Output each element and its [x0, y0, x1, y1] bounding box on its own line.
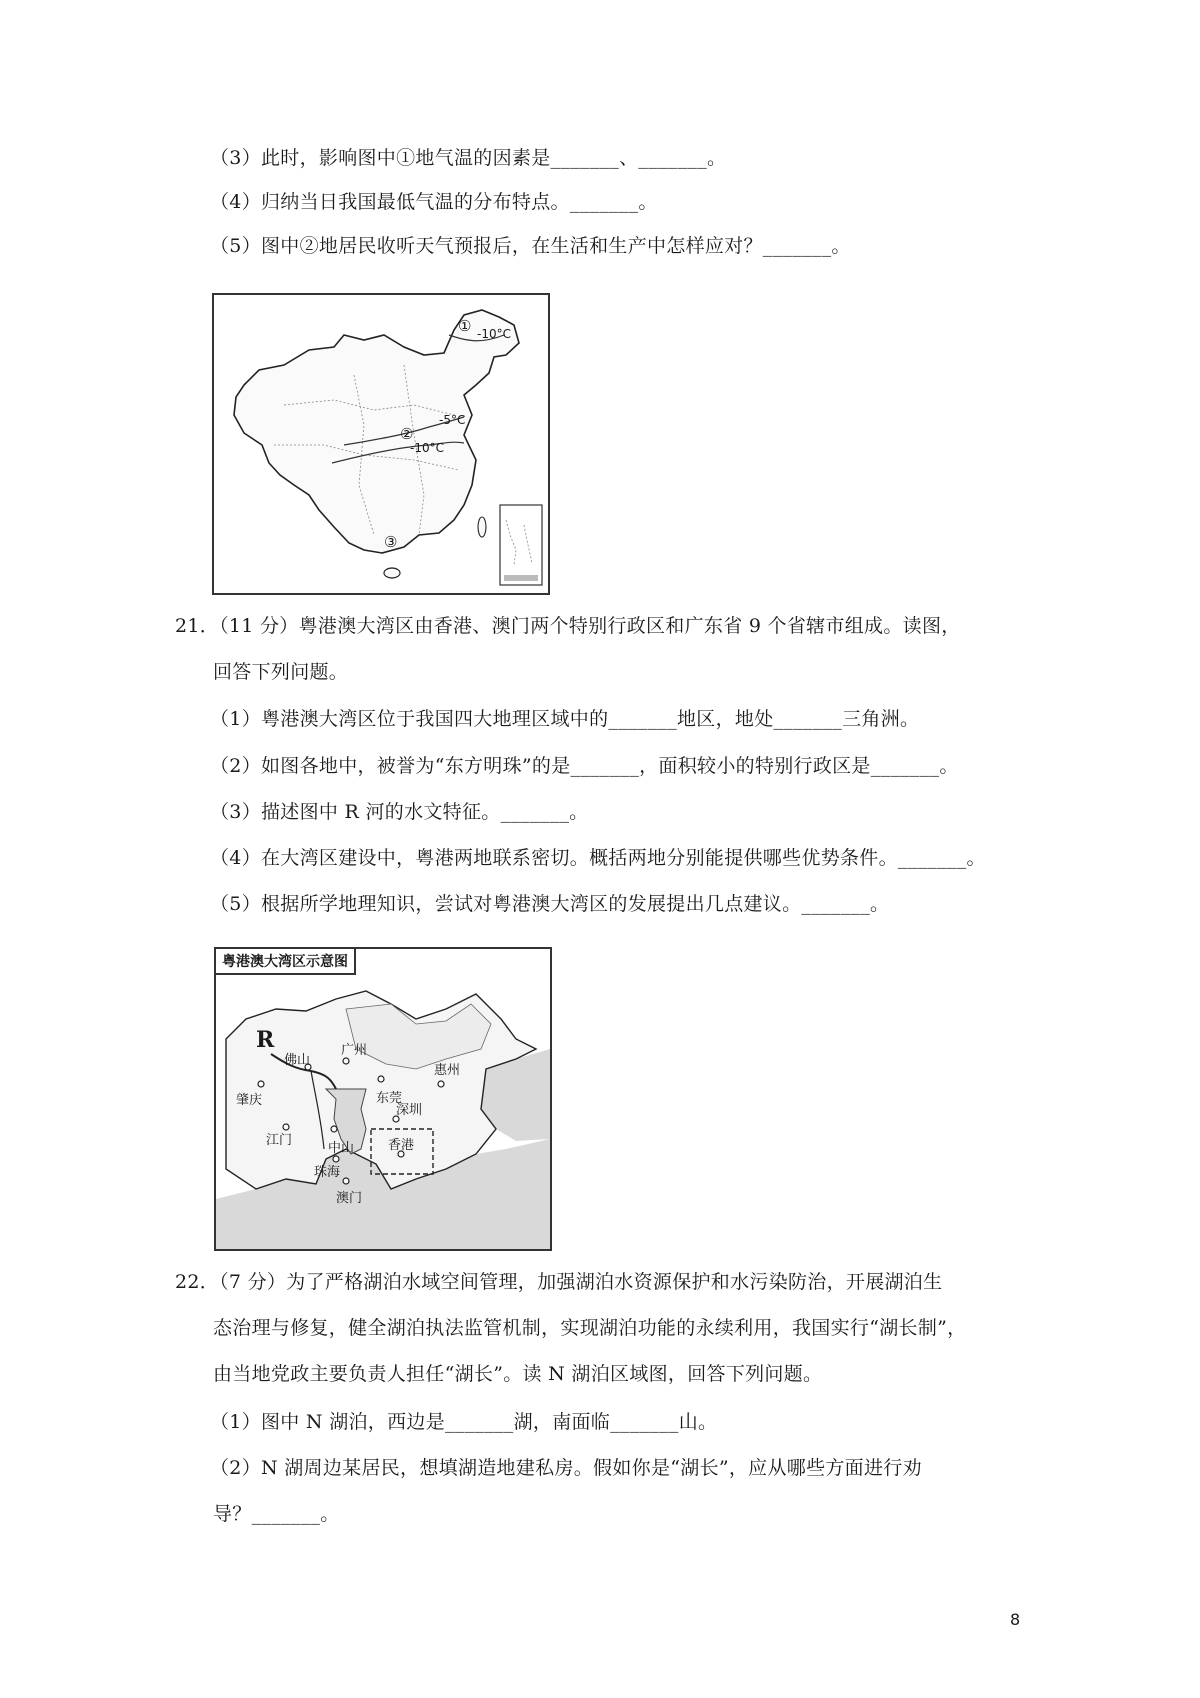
q20-sub4: （4）归纳当日我国最低气温的分布特点。_______。 [210, 191, 658, 213]
city-huizhou: 惠州 [434, 1063, 461, 1078]
map-marker-3: ③ [384, 533, 398, 551]
q22-stem-line2: 态治理与修复，健全湖泊执法监管机制，实现湖泊功能的永续利用，我国实行“湖长制”， [213, 1317, 967, 1339]
q21-sub3: （3）描述图中 R 河的水文特征。_______。 [210, 801, 589, 823]
map-marker-1: ① [458, 317, 472, 335]
q21-sub1: （1）粤港澳大湾区位于我国四大地理区域中的_______地区，地处_______三角洲。 [210, 708, 920, 730]
city-macau: 澳门 [336, 1191, 363, 1206]
isotherm-label-minus5: -5°C [439, 413, 466, 427]
city-zhongshan: 中山 [328, 1141, 355, 1156]
map-marker-2: ② [400, 425, 414, 443]
city-dongguan: 东莞 [376, 1091, 403, 1106]
city-foshan: 佛山 [284, 1053, 311, 1068]
gba-map-title: 粤港澳大湾区示意图 [216, 949, 356, 975]
city-shenzhen: 深圳 [396, 1103, 423, 1118]
q21-sub5: （5）根据所学地理知识，尝试对粤港澳大湾区的发展提出几点建议。_______。 [210, 893, 890, 915]
q21-stem-line2: 回答下列问题。 [213, 661, 349, 683]
q22-stem-line1: 22．（7 分）为了严格湖泊水域空间管理，加强湖泊水资源保护和水污染防治，开展湖泊生 [175, 1271, 943, 1293]
isotherm-label-north: -10°C [477, 327, 511, 341]
greater-bay-area-map [214, 947, 552, 1251]
q22-stem-line3: 由当地党政主要负责人担任“湖长”。读 N 湖泊区域图，回答下列问题。 [213, 1363, 823, 1385]
q21-sub4: （4）在大湾区建设中，粤港两地联系密切。概括两地分别能提供哪些优势条件。_______。 [210, 847, 986, 869]
river-r-label: R [256, 1027, 275, 1053]
q22-sub1: （1）图中 N 湖泊，西边是_______湖，南面临_______山。 [210, 1411, 718, 1433]
page-number: 8 [1010, 1610, 1021, 1629]
q21-sub2: （2）如图各地中，被誉为“东方明珠”的是_______，面积较小的特别行政区是_______。 [210, 755, 959, 777]
south-china-sea-inset [500, 505, 542, 585]
q22-sub2-line2: 导？_______。 [213, 1503, 340, 1525]
city-hongkong: 香港 [388, 1138, 415, 1153]
city-zhuhai: 珠海 [314, 1165, 341, 1180]
q20-sub5: （5）图中②地居民收听天气预报后，在生活和生产中怎样应对？_______。 [210, 235, 851, 257]
q20-sub3: （3）此时，影响图中①地气温的因素是_______、_______。 [210, 147, 727, 169]
q22-sub2-line1: （2）N 湖周边某居民，想填湖造地建私房。假如你是“湖长”，应从哪些方面进行劝 [210, 1457, 922, 1479]
china-temperature-map [212, 293, 550, 595]
q21-stem-line1: 21．（11 分）粤港澳大湾区由香港、澳门两个特别行政区和广东省 9 个省辖市组成。读图， [175, 615, 961, 637]
isotherm-label-minus10: -10°C [410, 441, 444, 455]
city-zhaoqing: 肇庆 [236, 1093, 263, 1108]
city-guangzhou: 广州 [341, 1043, 368, 1058]
city-jiangmen: 江门 [266, 1133, 293, 1148]
